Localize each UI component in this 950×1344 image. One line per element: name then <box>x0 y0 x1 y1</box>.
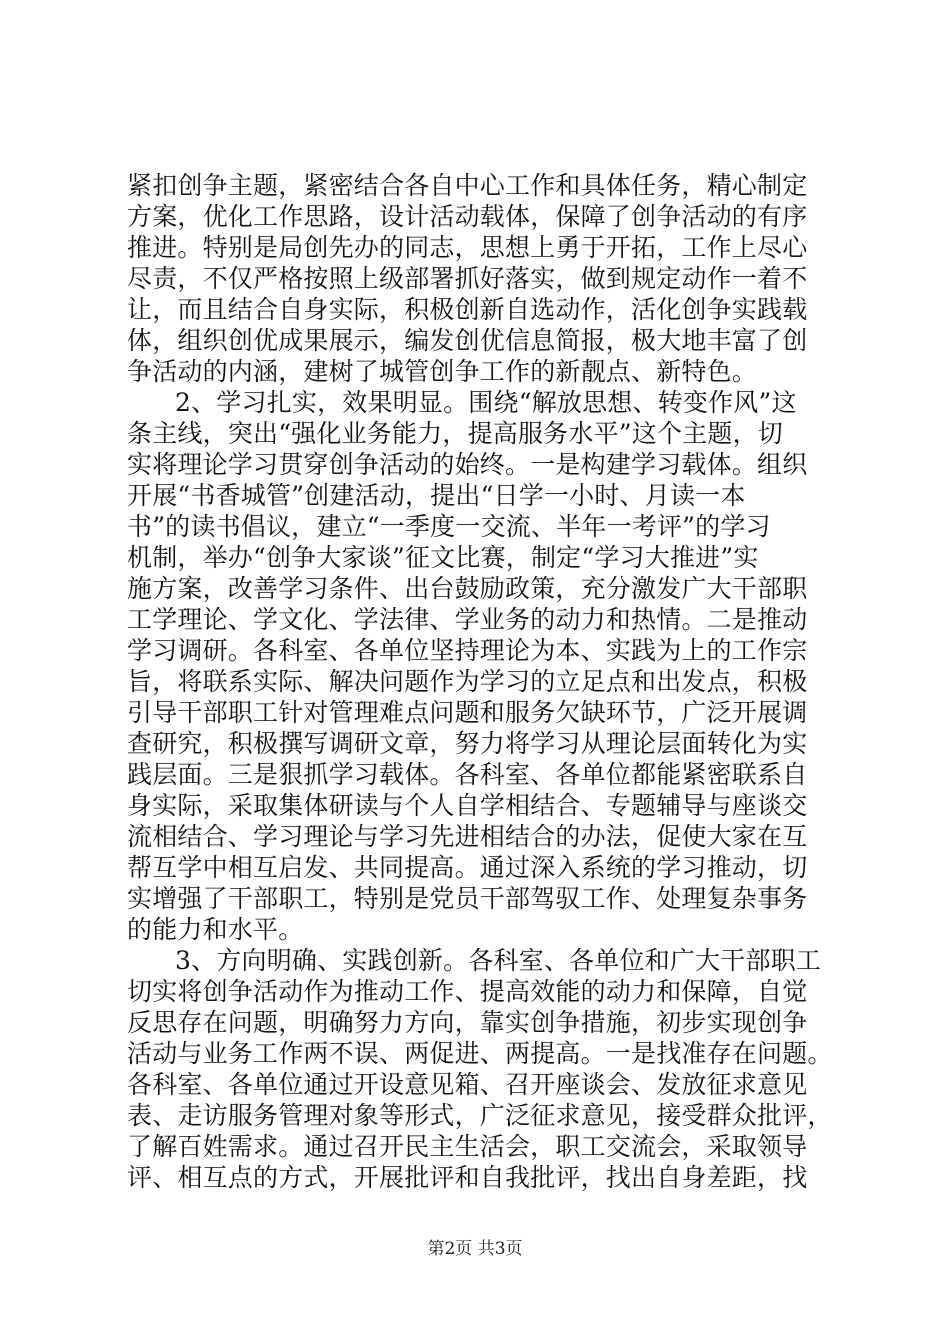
text-line: 活动与业务工作两不误、两促进、两提高。一是找准存在问题。 <box>127 1039 833 1068</box>
text-line: 切实将创争活动作为推动工作、提高效能的动力和保障，自觉 <box>127 977 808 1006</box>
text-line: 旨，将联系实际、解决问题作为学习的立足点和出发点，积极 <box>127 667 808 696</box>
page-number-footer: 第2页 共3页 <box>427 1239 523 1259</box>
text-line: 尽责，不仅严格按照上级部署抓好落实，做到规定动作一着不 <box>127 264 808 293</box>
paragraph-start-line: 2、学习扎实，效果明显。围绕“解放思想、转变作风”这 <box>175 388 797 417</box>
text-line: 体，组织创优成果展示，编发创优信息简报，极大地丰富了创 <box>127 326 808 355</box>
text-line: 方案，优化工作思路，设计活动载体，保障了创争活动的有序 <box>127 202 808 231</box>
text-line: 书”的读书倡议，建立“一季度一交流、半年一考评”的学习 <box>127 512 771 541</box>
text-line: 践层面。三是狠抓学习载体。各科室、各单位都能紧密联系自 <box>127 760 808 789</box>
text-line: 身实际，采取集体研读与个人自学相结合、专题辅导与座谈交 <box>127 791 808 820</box>
text-line: 查研究，积极撰写调研文章，努力将学习从理论层面转化为实 <box>127 729 808 758</box>
text-line: 表、走访服务管理对象等形式，广泛征求意见，接受群众批评， <box>127 1101 833 1130</box>
text-line: 流相结合、学习理论与学习先进相结合的办法，促使大家在互 <box>127 822 808 851</box>
document-body <box>127 170 837 1193</box>
text-line: 施方案，改善学习条件、出台鼓励政策，充分激发广大干部职 <box>127 574 808 603</box>
text-line: 让，而且结合自身实际，积极创新自选动作，活化创争实践载 <box>127 295 808 324</box>
text-line: 反思存在问题，明确努力方向，靠实创争措施，初步实现创争 <box>127 1008 808 1037</box>
text-line: 条主线，突出“强化业务能力，提高服务水平”这个主题，切 <box>127 419 783 448</box>
text-line: 工学理论、学文化、学法律、学业务的动力和热情。二是推动 <box>127 605 808 634</box>
paragraph-start-line: 3、方向明确、实践创新。各科室、各单位和广大干部职工 <box>175 946 822 975</box>
text-line: 机制，举办“创争大家谈”征文比赛，制定“学习大推进”实 <box>127 543 759 572</box>
text-line: 紧扣创争主题，紧密结合各自中心工作和具体任务，精心制定 <box>127 171 808 200</box>
text-line: 开展“书香城管”创建活动，提出“日学一小时、月读一本 <box>127 481 746 510</box>
text-line: 的能力和水平。 <box>127 915 304 944</box>
text-line: 了解百姓需求。通过召开民主生活会，职工交流会，采取领导 <box>127 1132 808 1161</box>
text-line: 各科室、各单位通过开设意见箱、召开座谈会、发放征求意见 <box>127 1070 808 1099</box>
text-line: 评、相互点的方式，开展批评和自我批评，找出自身差距，找 <box>127 1163 808 1192</box>
text-line: 引导干部职工针对管理难点问题和服务欠缺环节，广泛开展调 <box>127 698 808 727</box>
text-line: 实将理论学习贯穿创争活动的始终。一是构建学习载体。组织 <box>127 450 808 479</box>
text-line: 争活动的内涵，建树了城管创争工作的新靓点、新特色。 <box>127 357 758 386</box>
text-line: 推进。特别是局创先办的同志，思想上勇于开拓，工作上尽心 <box>127 233 808 262</box>
text-line: 帮互学中相互启发、共同提高。通过深入系统的学习推动，切 <box>127 853 808 882</box>
text-line: 学习调研。各科室、各单位坚持理论为本、实践为上的工作宗 <box>127 636 808 665</box>
text-line: 实增强了干部职工，特别是党员干部驾驭工作、处理复杂事务 <box>127 884 808 913</box>
